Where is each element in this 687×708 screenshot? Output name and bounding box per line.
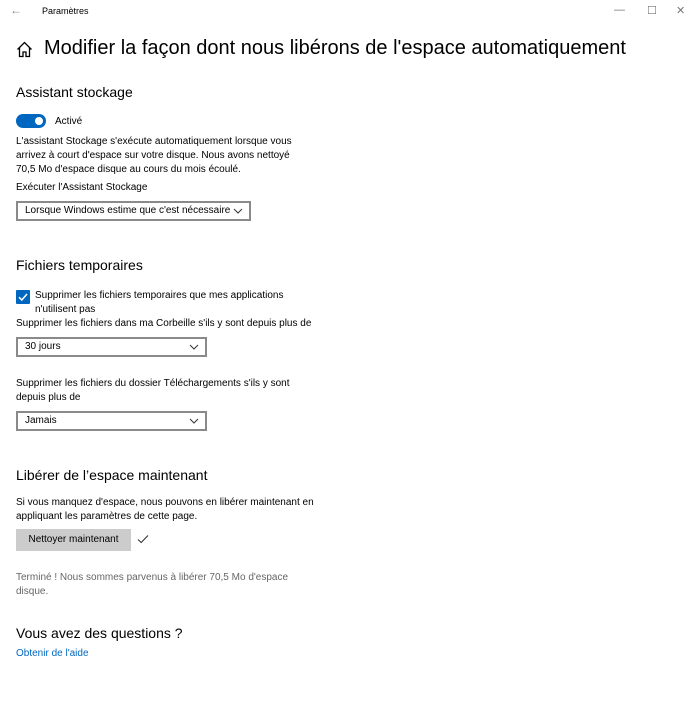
storage-sense-toggle-label: Activé (55, 116, 83, 127)
storage-sense-description: L'assistant Stockage s'exécute automatiquement lorsque vous arrivez à court d'espace sur votre disque. Nous avons nettoyé 70,5 Mo d'espace disque au cours du mois écoulé. (16, 136, 292, 175)
delete-temp-files-label: Supprimer les fichiers temporaires que mes applications n'utilisent pas (35, 290, 284, 315)
chevron-down-icon (189, 414, 199, 428)
get-help-link[interactable]: Obtenir de l'aide (16, 648, 89, 659)
home-icon (16, 41, 33, 58)
close-icon[interactable]: ✕ (676, 5, 686, 17)
check-icon (137, 533, 149, 545)
recycle-bin-dropdown[interactable] (16, 337, 207, 357)
clean-now-button[interactable]: Nettoyer maintenant (16, 529, 131, 551)
title-bar (0, 0, 687, 24)
chevron-down-icon (189, 340, 199, 354)
free-space-description: Si vous manquez d'espace, nous pouvons en libérer maintenant en appliquant les paramètres de cette page. (16, 497, 314, 522)
free-space-heading: Libérer de l’espace maintenant (16, 467, 208, 483)
run-storage-sense-label: Exécuter l'Assistant Stockage (16, 182, 148, 193)
storage-sense-heading: Assistant stockage (16, 84, 133, 100)
toggle-knob (35, 117, 43, 125)
recycle-bin-label: Supprimer les fichiers dans ma Corbeille s'ils y sont depuis plus de (16, 318, 312, 329)
clean-status-text: Terminé ! Nous sommes parvenus à libérer 70,5 Mo d'espace disque. (16, 572, 289, 597)
run-storage-sense-dropdown[interactable] (16, 201, 251, 221)
back-arrow-icon[interactable]: ← (10, 3, 22, 17)
minimize-icon[interactable]: — (614, 4, 625, 16)
page-title: Modifier la façon dont nous libérons de l'espace automatiquement (44, 37, 626, 59)
window-title: Paramètres (42, 6, 89, 16)
chevron-down-icon (233, 204, 243, 218)
storage-sense-toggle[interactable] (16, 114, 46, 128)
questions-heading: Vous avez des questions ? (16, 625, 183, 641)
maximize-icon[interactable]: ☐ (647, 5, 657, 17)
checkmark-icon (16, 290, 30, 304)
recycle-bin-value: 30 jours (25, 341, 61, 352)
downloads-label: Supprimer les fichiers du dossier Téléchargements s'ils y sont depuis plus de (16, 378, 290, 403)
downloads-value: Jamais (25, 415, 57, 426)
temp-files-heading: Fichiers temporaires (16, 257, 143, 273)
delete-temp-files-checkbox[interactable] (16, 290, 30, 304)
run-storage-sense-value: Lorsque Windows estime que c'est nécessaire (25, 205, 231, 216)
downloads-dropdown[interactable] (16, 411, 207, 431)
